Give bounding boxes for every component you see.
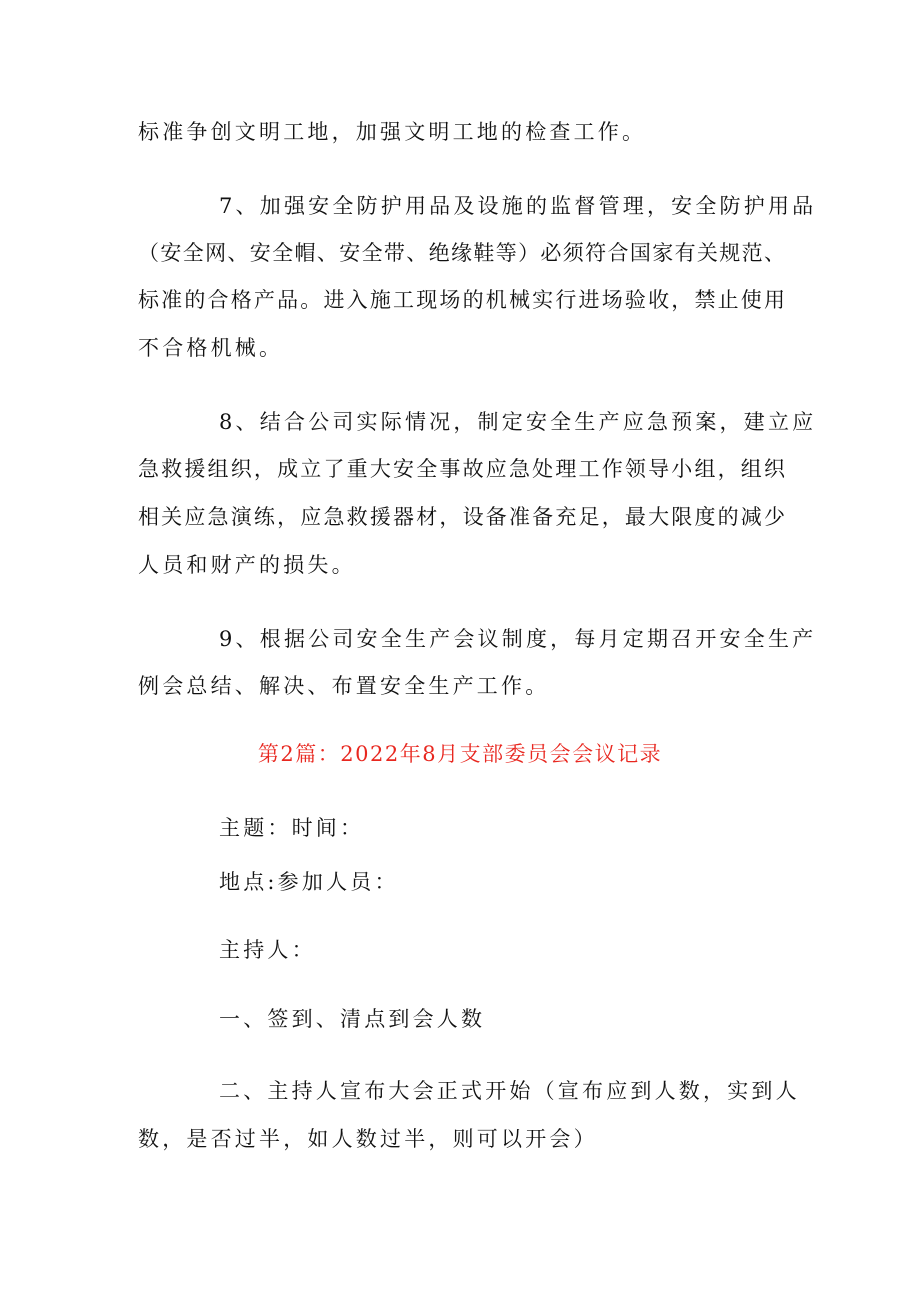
agenda-item-1: 一、签到、清点到会人数 [219,1007,486,1031]
agenda-item-2-line-2: 数，是否过半，如人数过半，则可以开会） [138,1127,598,1151]
paragraph-7-line-2: （安全网、安全帽、安全带、绝缘鞋等）必须符合国家有关规范、 [138,241,785,265]
paragraph-7-line-3: 标准的合格产品。进入施工现场的机械实行进场验收，禁止使用 [138,288,785,312]
paragraph-8-line-4: 人员和财产的损失。 [138,553,356,577]
paragraph-tail-line: 标准争创文明工地，加强文明工地的检查工作。 [138,120,647,144]
field-place-attendees: 地点:参加人员： [219,870,399,894]
field-topic-time: 主题：时间： [219,816,365,840]
section-heading: 第2篇：2022年8月支部委员会会议记录 [257,742,663,766]
paragraph-8-line-1: 8、结合公司实际情况，制定安全生产应急预案，建立应 [219,410,817,434]
paragraph-7-line-4: 不合格机械。 [138,336,284,360]
field-host: 主持人： [219,938,316,962]
paragraph-8-line-3: 相关应急演练，应急救援器材，设备准备充足，最大限度的减少 [138,505,785,529]
paragraph-8-line-2: 急救援组织，成立了重大安全事故应急处理工作领导小组，组织 [138,457,785,481]
paragraph-9-line-1: 9、根据公司安全生产会议制度，每月定期召开安全生产 [219,627,817,651]
paragraph-9-line-2: 例会总结、解决、布置安全生产工作。 [138,674,550,698]
agenda-item-2-line-1: 二、主持人宣布大会正式开始（宣布应到人数，实到人 [219,1079,800,1103]
paragraph-7-line-1: 7、加强安全防护用品及设施的监督管理，安全防护用品 [219,194,817,218]
